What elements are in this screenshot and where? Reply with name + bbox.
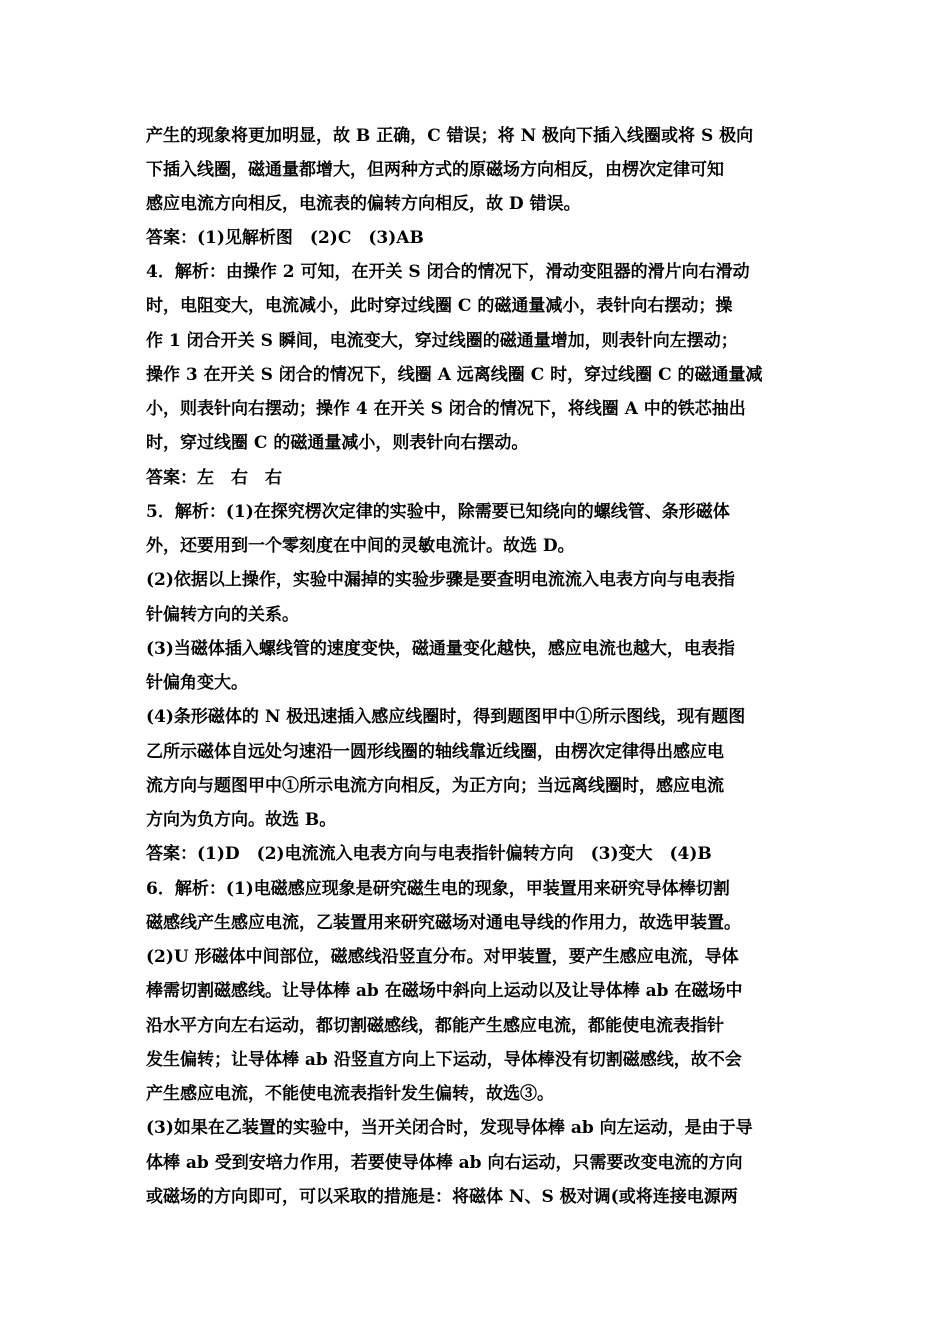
- text-line: 或磁场的方向即可，可以采取的措施是：将磁体 N、S 极对调(或将连接电源两: [146, 1187, 738, 1207]
- text-line: 体棒 ab 受到安培力作用，若要使导体棒 ab 向右运动，只需要改变电流的方向: [146, 1153, 743, 1173]
- text-line: 感应电流方向相反，电流表的偏转方向相反，故 D 错误。: [146, 194, 581, 214]
- text-line: 时，穿过线圈 C 的磁通量减小，则表针向右摆动。: [146, 433, 529, 453]
- text-line: 产生感应电流，不能使电流表指针发生偏转，故选③。: [146, 1084, 554, 1104]
- text-line: 发生偏转；让导体棒 ab 沿竖直方向上下运动，导体棒没有切割磁感线，故不会: [146, 1050, 742, 1070]
- text-line: (3)如果在乙装置的实验中，当开关闭合时，发现导体棒 ab 向左运动，是由于导: [146, 1118, 753, 1138]
- text-line: 沿水平方向左右运动，都切割磁感线，都能产生感应电流，都能使电流表指针: [146, 1016, 724, 1036]
- text-line: 4．解析：由操作 2 可知，在开关 S 闭合的情况下，滑动变阻器的滑片向右滑动: [146, 262, 750, 282]
- text-line: 产生的现象将更加明显，故 B 正确，C 错误；将 N 极向下插入线圈或将 S 极向: [146, 126, 754, 146]
- text-line: 小，则表针向右摆动；操作 4 在开关 S 闭合的情况下，将线圈 A 中的铁芯抽出: [146, 399, 746, 419]
- text-line: 针偏角变大。: [146, 673, 248, 693]
- answer-line: 答案：左 右 右: [146, 468, 282, 488]
- text-line: 操作 3 在开关 S 闭合的情况下，线圈 A 远离线圈 C 时，穿过线圈 C 的磁通量减: [146, 365, 763, 385]
- text-line: 外，还要用到一个零刻度在中间的灵敏电流计。故选 D。: [146, 536, 575, 556]
- text-line: 方向为负方向。故选 B。: [146, 810, 337, 830]
- text-line: (2)依据以上操作，实验中漏掉的实验步骤是要查明电流流入电表方向与电表指: [146, 570, 735, 590]
- text-line: 5．解析：(1)在探究楞次定律的实验中，除需要已知绕向的螺线管、条形磁体: [146, 502, 730, 522]
- text-line: (4)条形磁体的 N 极迅速插入感应线圈时，得到题图甲中①所示图线，现有题图: [146, 707, 746, 727]
- text-line: (3)当磁体插入螺线管的速度变快，磁通量变化越快，感应电流也越大，电表指: [146, 639, 735, 659]
- text-line: 棒需切割磁感线。让导体棒 ab 在磁场中斜向上运动以及让导体棒 ab 在磁场中: [146, 981, 743, 1001]
- text-line: 作 1 闭合开关 S 瞬间，电流变大，穿过线圈的磁通量增加，则表针向左摆动；: [146, 331, 738, 351]
- answer-line: 答案：(1)D (2)电流流入电表方向与电表指针偏转方向 (3)变大 (4)B: [146, 844, 712, 864]
- text-line: (2)U 形磁体中间部位，磁感线沿竖直分布。对甲装置，要产生感应电流，导体: [146, 947, 739, 967]
- text-line: 乙所示磁体自远处匀速沿一圆形线圈的轴线靠近线圈，由楞次定律得出感应电: [146, 742, 724, 762]
- answer-line: 答案：(1)见解析图 (2)C (3)AB: [146, 228, 424, 248]
- text-line: 下插入线圈，磁通量都增大，但两种方式的原磁场方向相反，由楞次定律可知: [146, 160, 724, 180]
- text-line: 流方向与题图甲中①所示电流方向相反，为正方向；当远离线圈时，感应电流: [146, 776, 724, 796]
- text-line: 磁感线产生感应电流，乙装置用来研究磁场对通电导线的作用力，故选甲装置。: [146, 913, 741, 933]
- text-line: 时，电阻变大，电流减小，此时穿过线圈 C 的磁通量减小，表针向右摆动；操: [146, 296, 733, 316]
- text-line: 针偏转方向的关系。: [146, 605, 299, 625]
- text-line: 6．解析：(1)电磁感应现象是研究磁生电的现象，甲装置用来研究导体棒切割: [146, 879, 730, 899]
